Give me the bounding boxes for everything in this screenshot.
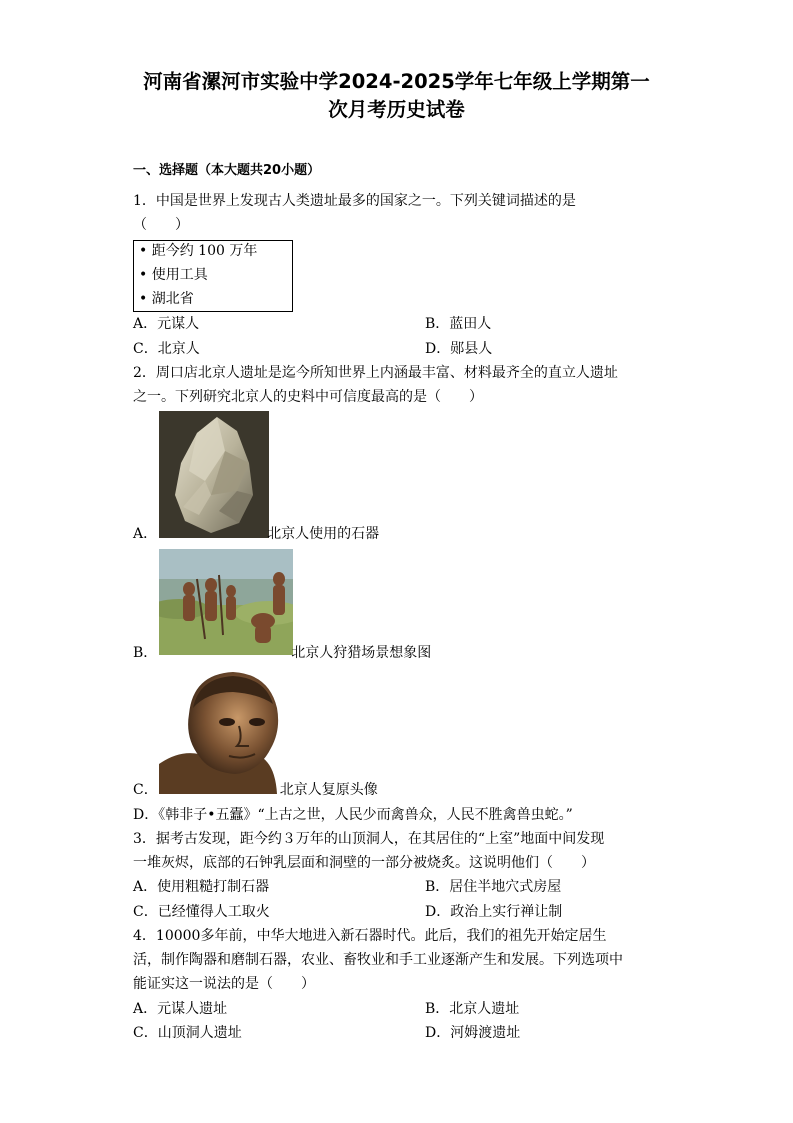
q2-option-a[interactable] <box>133 524 379 544</box>
q2-option-b-caption: 北京人狩猎场景想象图 <box>291 645 432 661</box>
q3-option-c[interactable]: C．已经懂得人工取火 <box>133 904 270 920</box>
q2-option-c-letter: C． <box>133 782 158 798</box>
q3-stem-cont: 一堆灰烬，底部的石钟乳层面和洞壁的一部分被烧炙。这说明他们（ ） <box>133 855 595 871</box>
q2-option-d[interactable]: D．《韩非子•五蠹》“上古之世，人民少而禽兽众，人民不胜禽兽虫蛇。” <box>133 807 573 823</box>
q1-stem: 1．中国是世界上发现古人类遗址最多的国家之一。下列关键词描述的是 <box>133 193 576 209</box>
q2-option-c-caption: 北京人复原头像 <box>279 782 378 798</box>
q2-option-b[interactable] <box>133 643 431 663</box>
q2-option-b-letter: B． <box>133 645 158 661</box>
q2-option-c[interactable] <box>133 780 378 800</box>
q1-keyword: • 湖北省 <box>139 291 194 307</box>
q3-stem: 3．据考古发现，距今约３万年的山顶洞人，在其居住的“上室”地面中间发现 <box>133 831 605 847</box>
q3-option-b[interactable]: B．居住半地穴式房屋 <box>425 879 562 895</box>
q4-option-a[interactable]: A．元谋人遗址 <box>133 1001 228 1017</box>
exam-title-line1: 河南省漯河市实验中学2024-2025学年七年级上学期第一 <box>143 70 650 93</box>
reconstructed-head-bust <box>159 668 281 794</box>
q1-stem-bracket: （ ） <box>133 217 189 233</box>
q4-stem: 4．10000多年前，中华大地进入新石器时代。此后，我们的祖先开始定居生 <box>133 928 607 944</box>
q1-keyword: • 使用工具 <box>139 267 208 283</box>
q4-option-d[interactable]: D．河姆渡遗址 <box>425 1025 521 1041</box>
section-heading: 一、选择题（本大题共20小题） <box>133 163 321 178</box>
q2-stem: 2．周口店北京人遗址是迄今所知世界上内涵最丰富、材料最齐全的直立人遗址 <box>133 365 618 381</box>
q1-keyword: • 距今约 100 万年 <box>139 243 258 259</box>
q2-stem-cont: 之一。下列研究北京人的史料中可信度最高的是（ ） <box>133 389 483 405</box>
q3-option-a[interactable]: A．使用粗糙打制石器 <box>133 879 270 895</box>
q3-option-d[interactable]: D．政治上实行禅让制 <box>425 904 563 920</box>
q1-option-d[interactable]: D．郧县人 <box>425 341 493 357</box>
q4-stem-cont: 活，制作陶器和磨制石器，农业、畜牧业和手工业逐渐产生和发展。下列选项中 <box>133 952 623 968</box>
q2-option-a-caption: 北京人使用的石器 <box>267 526 380 542</box>
q4-option-b[interactable]: B．北京人遗址 <box>425 1001 520 1017</box>
q1-option-b[interactable]: B．蓝田人 <box>425 316 492 332</box>
exam-title-line2: 次月考历史试卷 <box>328 98 465 121</box>
q2-option-a-letter: A． <box>133 526 158 542</box>
q1-option-c[interactable]: C．北京人 <box>133 341 200 357</box>
q1-option-a[interactable]: A．元谋人 <box>133 316 200 332</box>
q1-keyword-box <box>133 240 293 312</box>
hunting-scene-painting <box>159 549 293 655</box>
stone-tool-photo <box>159 411 269 538</box>
q4-stem-cont2: 能证实这一说法的是（ ） <box>133 976 315 992</box>
q4-option-c[interactable]: C．山顶洞人遗址 <box>133 1025 242 1041</box>
